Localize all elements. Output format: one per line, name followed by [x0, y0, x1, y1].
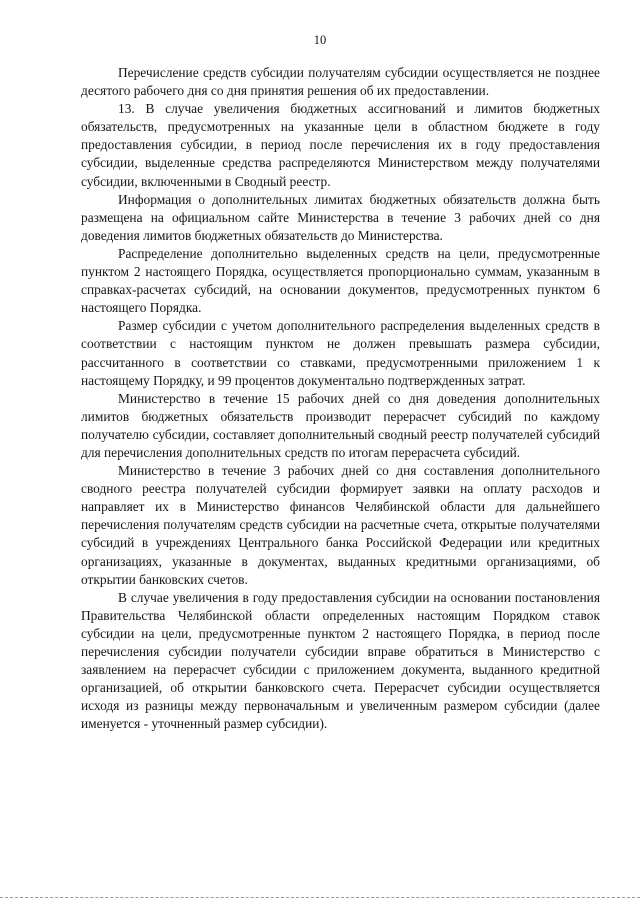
paragraph-transfer-deadline: Перечисление средств субсидии получателям субсидии осуществляется не позднее десятого рабочего дня со дня принятия решения об их предоставлении. — [81, 65, 600, 99]
paragraph-recalculation: Министерство в течение 15 рабочих дней со дня доведения дополнительных лимитов бюджетных обязательств производит перерасчет субсидий по каждому получателю субсидии, составляет дополнительный сводный реестр получателей субсидий для перечисления дополнительных средств по итогам перерасчета субсидий. — [81, 390, 600, 460]
page-number: 10 — [313, 33, 327, 47]
paragraph-payment-requests: Министерство в течение 3 рабочих дней со дня составления дополнительного сводного реестра получателей субсидии формирует заявки на оплату расходов и направляет их в Министерство финансов Челябинской области для дальнейшего перечисления получателям средств субсидии на расчетные счета, открытые получателями субсидий в учреждениях Центрального банка Российской Федерации или кредитных организациях, указанные в документах, выданных кредитными организациями, об открытии банковских счетов. — [81, 463, 600, 587]
paragraph-subsidy-size: Размер субсидии с учетом дополнительного распределения выделенных средств в соответствии с настоящим пунктом не должен превышать размера субсидии, рассчитанного в соответствии со ставками, предусмотренными приложением 1 к настоящему Порядку, и 99 процентов документально подтвержденных затрат. — [81, 318, 600, 388]
paragraph-item-13: 13. В случае увеличения бюджетных ассигнований и лимитов бюджетных обязательств, предусмотренных на указанные цели в областном бюджете в году предоставления субсидии, в период после перечисления их в году предоставления субсидии, выделенные средства распределяются Министерством между получателями субсидии, включенными в Сводный реестр. — [81, 101, 600, 189]
paragraph-rate-increase: В случае увеличения в году предоставления субсидии на основании постановления Правительства Челябинской области определенных настоящим Порядком ставок субсидии на цели, предусмотренные пунктом 2 настоящего Порядка, в период после перечисления субсидии получатели субсидии вправе обратиться в Министерство с заявлением на перерасчет субсидии с приложением документа, выданного кредитной организацией, об открытии банковского счета. Перерасчет субсидии осуществляется исходя из разницы между первоначальным и увеличенным размером субсидии (далее именуется - уточненный размер субсидии). — [81, 589, 600, 732]
paragraph-distribution: Распределение дополнительно выделенных средств на цели, предусмотренные пунктом 2 настоящего Порядка, осуществляется пропорционально суммам, указанным в справках-расчетах субсидий, на основании документов, предусмотренных пунктом 6 настоящего Порядка. — [81, 245, 600, 316]
bottom-divider — [0, 897, 640, 898]
document-body — [81, 64, 600, 733]
paragraph-limits-publication: Информация о дополнительных лимитах бюджетных обязательств должна быть размещена на официальном сайте Министерства в течение 3 рабочих дней со дня доведения лимитов бюджетных обязательств до Министерства. — [81, 191, 600, 243]
